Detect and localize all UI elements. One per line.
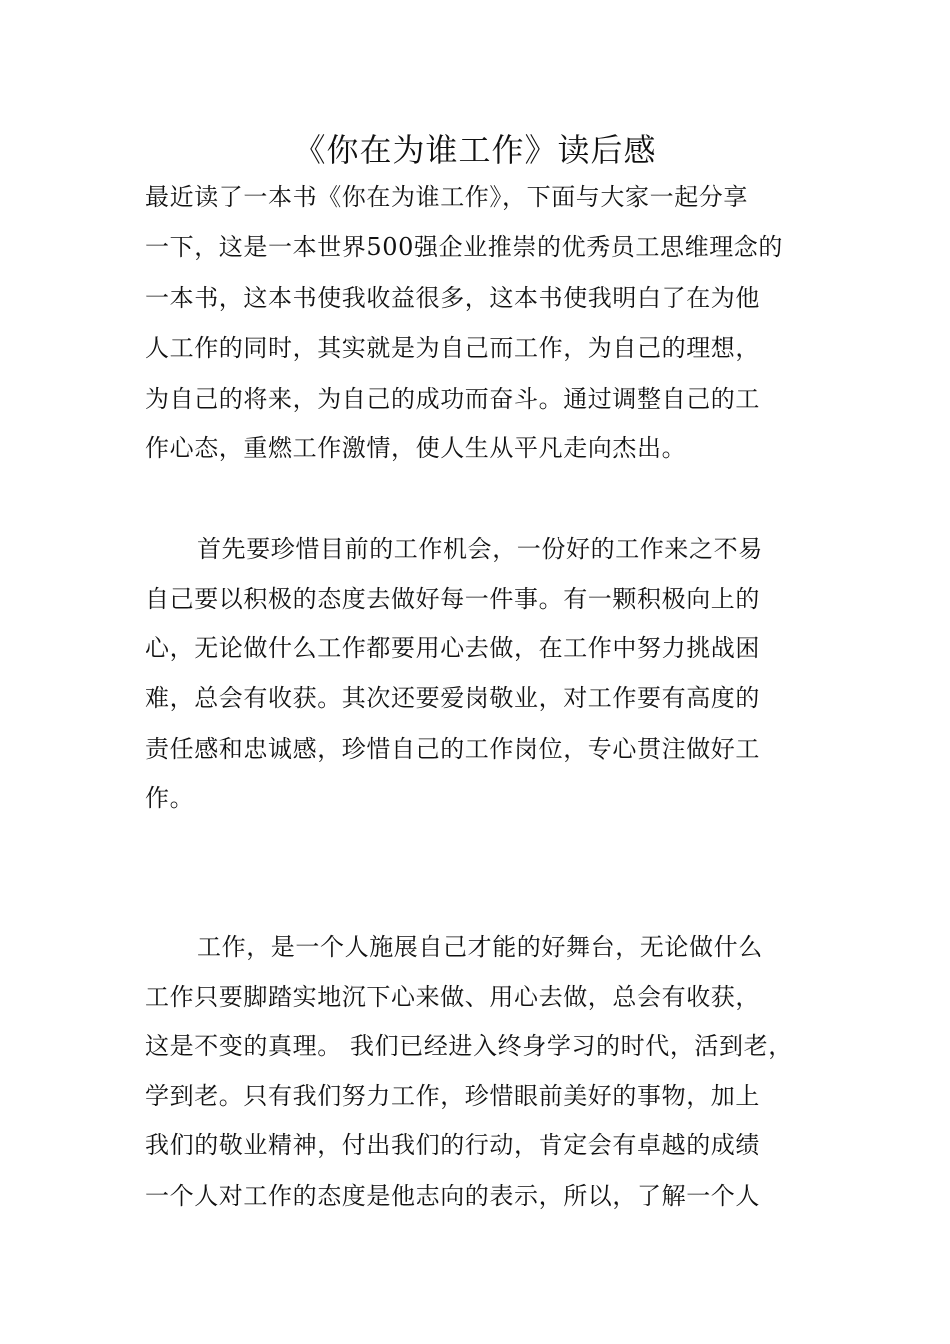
paragraph-line: 最近读了一本书《你在为谁工作》，下面与大家一起分享 bbox=[145, 183, 748, 211]
paragraph-line: 人工作的同时，其实就是为自己而工作，为自己的理想， bbox=[145, 334, 760, 362]
paragraph-line: 责任感和忠诚感，珍惜自己的工作岗位，专心贯注做好工 bbox=[145, 735, 760, 763]
paragraph-line: 一下，这是一本世界500强企业推崇的优秀员工思维理念的 bbox=[145, 233, 784, 261]
paragraph-line: 一本书，这本书使我收益很多，这本书使我明白了在为他 bbox=[145, 284, 760, 312]
document-title: 《你在为谁工作》读后感 bbox=[293, 131, 657, 169]
paragraph-line: 为自己的将来，为自己的成功而奋斗。通过调整自己的工 bbox=[145, 385, 760, 413]
paragraph-line: 一个人对工作的态度是他志向的表示，所以，了解一个人 bbox=[145, 1182, 760, 1210]
paragraph-line: 难，总会有收获。其次还要爱岗敬业，对工作要有高度的 bbox=[145, 684, 760, 712]
paragraph-line: 这是不变的真理。 我们已经进入终身学习的时代，活到老， bbox=[145, 1032, 793, 1060]
paragraph-line: 首先要珍惜目前的工作机会，一份好的工作来之不易 bbox=[197, 535, 763, 563]
paragraph-line: 自己要以积极的态度去做好每一件事。有一颗积极向上的 bbox=[145, 585, 760, 613]
paragraph-line: 心，无论做什么工作都要用心去做，在工作中努力挑战困 bbox=[145, 634, 760, 662]
paragraph-line: 工作，是一个人施展自己才能的好舞台，无论做什么 bbox=[197, 933, 763, 961]
paragraph-line: 作心态，重燃工作激情，使人生从平凡走向杰出。 bbox=[145, 434, 687, 462]
paragraph-line: 学到老。只有我们努力工作，珍惜眼前美好的事物，加上 bbox=[145, 1082, 760, 1110]
paragraph-line: 作。 bbox=[145, 784, 195, 812]
paragraph-line: 我们的敬业精神，付出我们的行动，肯定会有卓越的成绩 bbox=[145, 1131, 760, 1159]
paragraph-line: 工作只要脚踏实地沉下心来做、用心去做，总会有收获， bbox=[145, 983, 760, 1011]
